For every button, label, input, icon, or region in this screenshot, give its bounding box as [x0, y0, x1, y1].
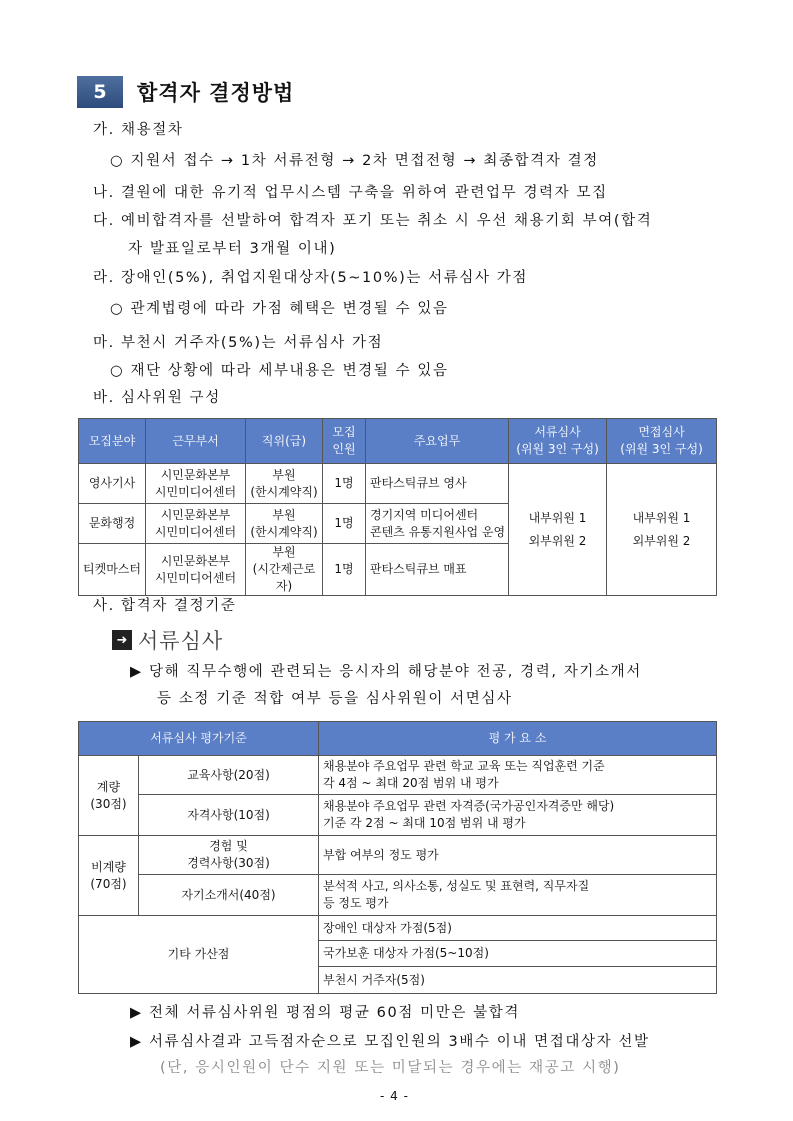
table-row: 문화행정 시민문화본부 시민미디어센터 부원 (한시계약직) 1명 경기지역 미디어센터 콘텐츠 유통지원사업 운영	[79, 504, 717, 544]
item-da-line1: 다. 예비합격자를 선발하여 합격자 포기 또는 취소 시 우선 채용기회 부여(합격	[93, 213, 653, 229]
section-title: 합격자 결정방법	[137, 81, 295, 105]
table-row: 영사기사 시민문화본부 시민미디어센터 부원 (한시계약직) 1명 판타스틱큐브 영사 내부위원 1 외부위원 2 내부위원 1 외부위원 2	[79, 464, 717, 504]
doc-review-heading: ➜ 서류심사	[112, 625, 223, 655]
criteria-header-right: 평 가 요 소	[319, 722, 717, 756]
col-count: 모집 인원	[323, 419, 366, 464]
section-number: 5	[77, 76, 123, 108]
item-da-line2: 자 발표일로부터 3개월 이내)	[128, 241, 337, 257]
doc-review-members: 내부위원 1 외부위원 2	[509, 464, 607, 596]
col-field: 모집분야	[79, 419, 146, 464]
col-dept: 근무부서	[146, 419, 246, 464]
col-interview: 면접심사 (위원 3인 구성)	[607, 419, 717, 464]
item-ba: 바. 심사위원 구성	[93, 390, 221, 406]
committee-table	[78, 418, 717, 596]
page-number: - 4 -	[380, 1089, 409, 1103]
table-row: 티켓마스터 시민문화본부 시민미디어센터 부원 (시간제근로자) 1명 판타스틱큐브 매표	[79, 544, 717, 596]
doc-bullet-line2: 등 소정 기준 적합 여부 등을 심사위원이 서면심사	[157, 691, 513, 707]
bottom-note-3: (단, 응시인원이 단수 지원 또는 미달되는 경우에는 재공고 시행)	[160, 1060, 621, 1076]
bottom-note-1: ▶ 전체 서류심사위원 평점의 평균 60점 미만은 불합격	[130, 1005, 521, 1021]
item-ga-sub: ○ 지원서 접수 → 1차 서류전형 → 2차 면접전형 → 최종합격자 결정	[110, 153, 599, 169]
col-duty: 주요업무	[366, 419, 509, 464]
doc-bullet-line1: ▶ 당해 직무수행에 관련되는 응시자의 해당분야 전공, 경력, 자기소개서	[130, 664, 642, 680]
item-ga: 가. 채용절차	[93, 122, 184, 138]
arrow-right-icon: ➜	[112, 630, 132, 650]
item-ma: 마. 부천시 거주자(5%)는 서류심사 가점	[93, 335, 384, 351]
item-na: 나. 결원에 대한 유기적 업무시스템 구축을 위하여 관련업무 경력자 모집	[93, 185, 608, 201]
item-ra-sub: ○ 관계법령에 따라 가점 혜택은 변경될 수 있음	[110, 301, 449, 317]
item-ra: 라. 장애인(5%), 취업지원대상자(5~10%)는 서류심사 가점	[93, 270, 529, 286]
bottom-note-2: ▶ 서류심사결과 고득점자순으로 모집인원의 3배수 이내 면접대상자 선발	[130, 1034, 650, 1050]
interview-members: 내부위원 1 외부위원 2	[607, 464, 717, 596]
criteria-header-left: 서류심사 평가기준	[79, 722, 319, 756]
item-sa: 사. 합격자 결정기준	[93, 598, 237, 614]
col-doc-review: 서류심사 (위원 3인 구성)	[509, 419, 607, 464]
col-position: 직위(급)	[246, 419, 323, 464]
criteria-table: 서류심사 평가기준 평 가 요 소 계량 (30점) 교육사항(20점) 채용분야 주요업무 관련 학교 교육 또는 직업훈련 기준 각 4점 ~ 최대 20점 범위 내 평가 자격사항(10점) 채용분야 주요업무 관련 자격증(국가공인자격증만 해당) 기준 각 2점 ~ 최대 10점 범위 내 평가 비계량 (70점) 경험 및 경력사항(30점) 부합 여부의 정도 평가 자기소개서(40점) 분석적 사고, 의사소통, 성실도 및 표현력, 직무자질 등 정도 평가 기타 가산점 장애인 대상자 가점(5점) 국가보훈 대상자 가점(5~10점) 부천시 거주자(5점)	[78, 721, 717, 994]
item-ma-sub: ○ 재단 상황에 따라 세부내용은 변경될 수 있음	[110, 363, 449, 379]
section-header	[77, 76, 294, 108]
